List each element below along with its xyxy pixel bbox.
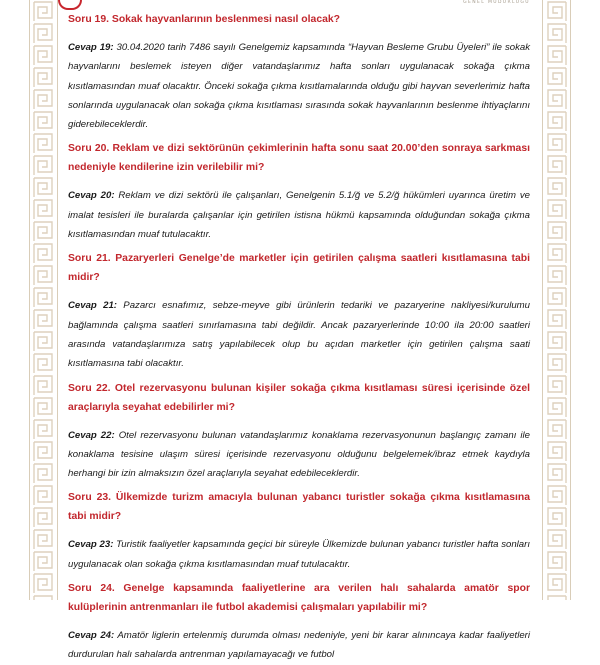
answer-24 <box>68 626 530 665</box>
greek-key-pattern-left <box>30 0 56 600</box>
answer-label: Cevap 20: <box>68 190 115 202</box>
answer-23 <box>68 535 530 574</box>
question-19: Soru 19. Sokak hayvanlarının beslenmesi nasıl olacak? <box>68 14 341 25</box>
answer-20 <box>68 186 530 244</box>
answer-21 <box>68 296 530 373</box>
header-org-text: GENEL MÜDÜRLÜĞÜ <box>463 0 530 5</box>
answer-text: Otel rezervasyonu bulunan vatandaşlarımız konaklama rezervasyonunun başlangıç zamanı ile konaklama tesisine ulaşım süresi içerisinde rezervasyonu olduğunu belgelemek/ibraz etmek kaydıyla herhangi bir izin almaksızın özel araçlarıyla seyahat edebileceklerdir. <box>68 429 530 480</box>
answer-label: Cevap 21: <box>68 300 117 312</box>
answer-text: Turistik faaliyetler kapsamında geçici bir süreyle Ülkemizde bulunan yabancı turistler hafta sonları uygulanacak olan sokağa çıkma kısıtlamasından muaf tutulacaktır. <box>68 539 530 570</box>
answer-text: Amatör liglerin ertelenmiş durumda olması nedeniyle, yeni bir karar alınıncaya kadar faaliyetleri durdurulan halı sahalarda antrenman yapılamayacağı ve futbol <box>68 630 531 661</box>
greek-key-pattern-right <box>544 0 570 600</box>
frame-inner-line-left <box>57 0 58 600</box>
answer-label: Cevap 23: <box>68 539 114 551</box>
frame-inner-line-right <box>542 0 543 600</box>
question-24: Soru 24. Genelge kapsamında faaliyetlerine ara verilen halı sahalarda amatör spor kulüplerinin antrenmanları ile futbol akademisi çalışmaları yapılabilir mi? <box>68 583 530 614</box>
question-21: Soru 21. Pazaryerleri Genelge’de marketler için getirilen çalışma saatleri kısıtlamasına tabi midir? <box>68 253 530 284</box>
ornamental-frame-left <box>30 0 56 600</box>
answer-label: Cevap 19: <box>68 42 114 53</box>
answer-22 <box>68 426 530 484</box>
answer-text: Reklam ve dizi sektörü ile çalışanları, Genelgenin 5.1/ğ ve 5.2/ğ hükümleri uyarınca üretim ve imalat tesisleri ile buralarda çalışanlar için getirilen istisna hükmü kapsamında olduğundan sokağa çıkma kısıtlamasından muaf tutulacaktır. <box>68 190 530 241</box>
answer-text: 30.04.2020 tarih 7486 sayılı Genelgemiz kapsamında “Hayvan Besleme Grubu Üyeleri” ile sokak hayvanlarını beslemek isteyen diğer vatandaşlarımız hafta sonları uygulanacak sokağa çıkma kısıtlamasından muaf olacaktır. Önceki sokağa çıkma kısıtlamalarında olduğu gibi hayvan severlerimiz hafta sonlarında uygulanacak olan sokağa çıkma kısıtlaması sırasında sokak hayvanlarının beslenme ihtiyaçlarını giderebileceklerdir. <box>68 42 530 131</box>
ornamental-frame-right <box>544 0 570 600</box>
answer-text: Pazarcı esnafımız, sebze-meyve gibi ürünlerin tedariki ve pazaryerine nakliyesi/kurulumu bağlamında çalışma saatleri sınırlamasına tabi değildir. Ancak pazaryerlerinde 10:00 ila 20:00 saatleri arasında vatandaşlarımıza satış yapılabilecek olup bu açıdan marketler için getirilen çalışma saati kısıtlamasına tabi olacaktır. <box>68 300 531 370</box>
answer-19 <box>68 38 530 134</box>
question-23: Soru 23. Ülkemizde turizm amacıyla bulunan yabancı turistler sokağa çıkma kısıtlamasına tabi midir? <box>68 492 530 523</box>
ministry-logo <box>58 0 82 10</box>
frame-outer-line-right <box>570 0 571 600</box>
question-20: Soru 20. Reklam ve dizi sektörünün çekimlerinin hafta sonu saat 20.00’den sonraya sarkması nedeniyle kendilerine izin verilebilir mi? <box>68 143 530 174</box>
answer-label: Cevap 22: <box>68 429 115 441</box>
answer-label: Cevap 24: <box>68 630 115 642</box>
faq-content <box>68 10 530 665</box>
question-22: Soru 22. Otel rezervasyonu bulunan kişiler sokağa çıkma kısıtlaması süresi içerisinde özel araçlarıyla seyahat edebilirler mi? <box>68 382 530 413</box>
